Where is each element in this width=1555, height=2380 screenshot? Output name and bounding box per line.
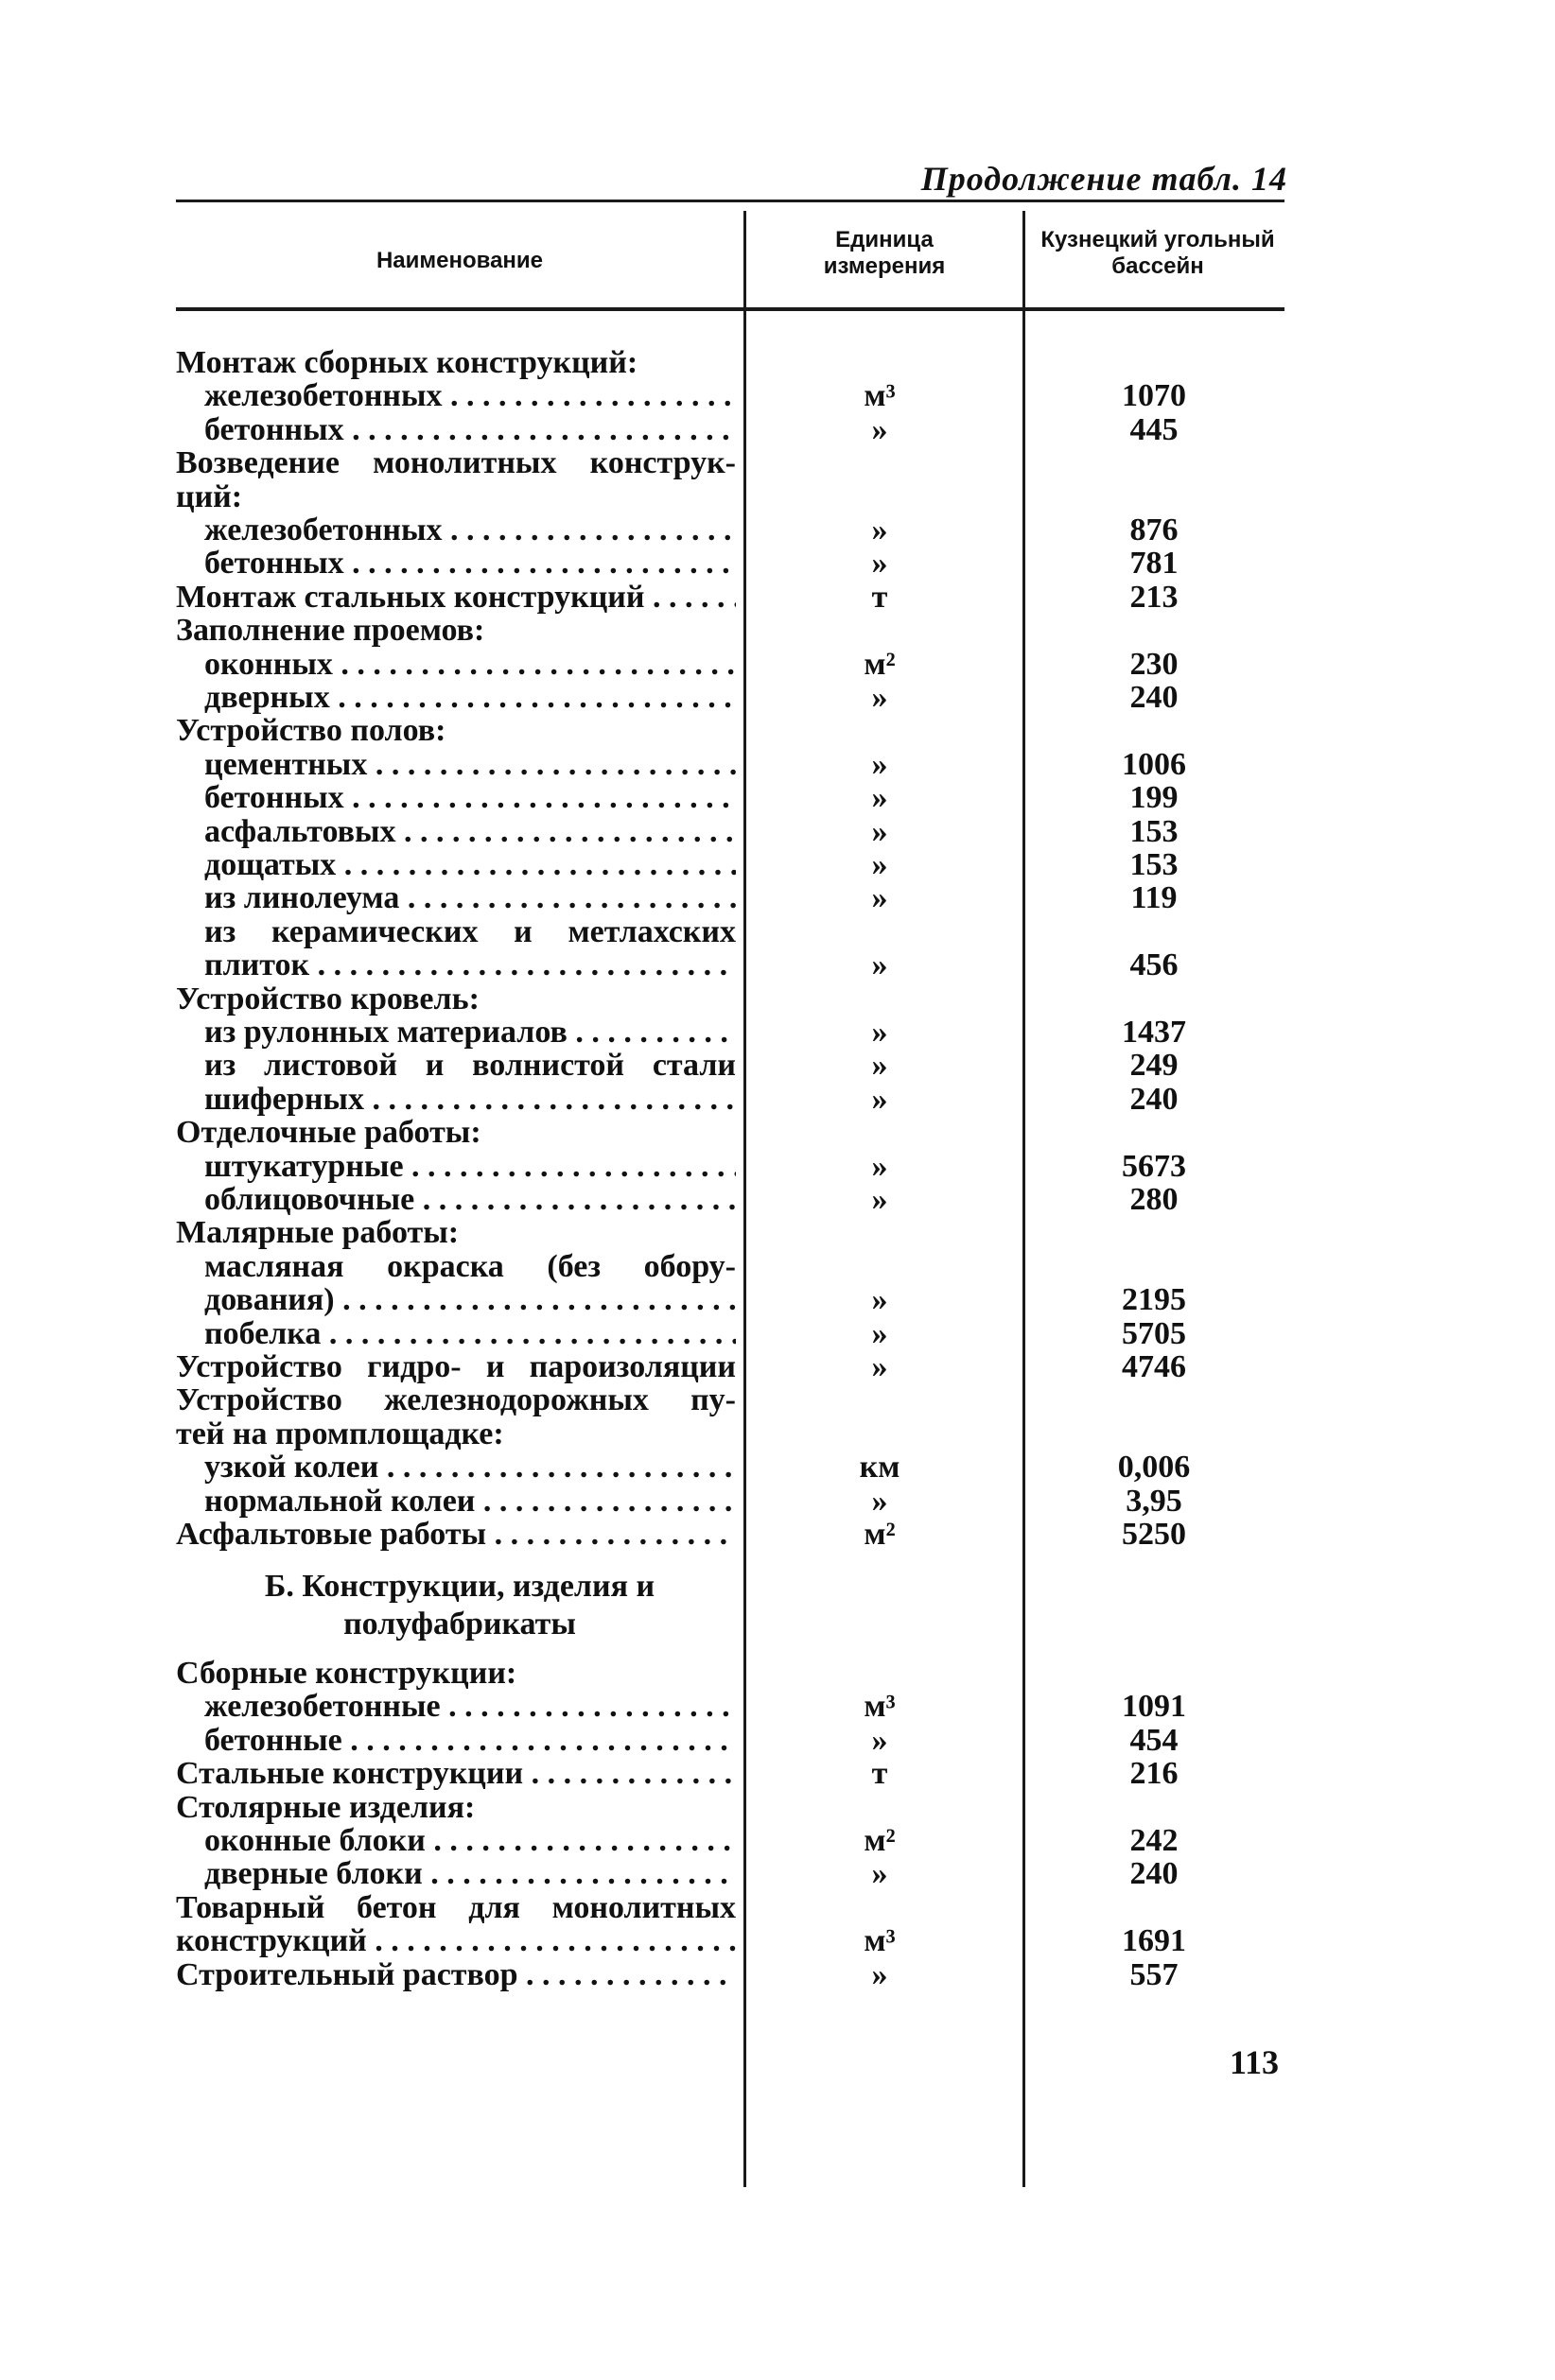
table-row	[0, 1283, 1555, 1317]
row-value: 456	[1129, 947, 1179, 983]
page-number: 113	[1230, 2043, 1280, 2081]
row-value: 280	[1129, 1182, 1179, 1217]
row-unit: »	[871, 1015, 888, 1050]
top-rule	[176, 200, 1284, 202]
row-value: 240	[1129, 1856, 1179, 1892]
row-name: Столярные изделия:	[176, 1790, 476, 1825]
row-name: Асфальтовые работы . . .	[176, 1518, 736, 1552]
row-name: узкой колеи . . .	[204, 1451, 736, 1485]
table-row	[0, 1183, 1555, 1217]
row-value: 153	[1129, 813, 1179, 849]
table-row	[0, 1250, 1555, 1284]
table-row	[0, 513, 1555, 547]
table-row	[0, 681, 1555, 715]
row-unit: »	[871, 1856, 888, 1892]
table-row	[0, 1116, 1555, 1150]
row-name: Товарный бетон для монолитных	[176, 1890, 736, 1925]
row-name: нормальной колеи . . .	[204, 1485, 736, 1519]
row-name: цементных . . .	[204, 748, 736, 782]
row-name: бетонных . . .	[204, 413, 736, 447]
header-unit: Единица измерения	[823, 227, 946, 279]
table-row	[0, 1824, 1555, 1858]
row-unit: т	[871, 579, 888, 615]
row-name: дверных . . .	[204, 681, 736, 715]
table-row	[0, 346, 1555, 380]
row-name: Монтаж стальных конструкций . . .	[176, 581, 736, 615]
row-unit: »	[871, 880, 888, 916]
row-unit: »	[871, 813, 888, 849]
row-name: шиферных . . .	[204, 1083, 736, 1117]
row-unit: м³	[864, 378, 896, 414]
table-row	[0, 1451, 1555, 1485]
row-value: 445	[1129, 411, 1179, 447]
row-unit: »	[871, 1048, 888, 1084]
row-name: железобетонные . . .	[204, 1690, 736, 1724]
row-unit: »	[871, 546, 888, 582]
row-value: 1070	[1122, 378, 1186, 414]
row-value: 1437	[1122, 1015, 1186, 1050]
row-name: бетонные . . .	[204, 1724, 736, 1758]
row-name: конструкций . . .	[176, 1924, 736, 1958]
row-unit: м³	[864, 1689, 896, 1725]
table-row	[0, 1518, 1555, 1552]
row-unit: м³	[864, 1923, 896, 1959]
row-name: дования) . . .	[204, 1283, 736, 1317]
row-name: дощатых . . .	[204, 848, 736, 882]
table-row	[0, 1216, 1555, 1250]
row-name: Устройство железнодорожных пу-	[176, 1383, 736, 1418]
row-name: оконных . . .	[204, 648, 736, 682]
table-row	[0, 1350, 1555, 1384]
table-row	[0, 1757, 1555, 1791]
row-name: Сборные конструкции:	[176, 1657, 517, 1691]
row-value: 5705	[1122, 1315, 1186, 1351]
table-row	[0, 581, 1555, 615]
row-value: 5673	[1122, 1148, 1186, 1184]
row-value: 242	[1129, 1823, 1179, 1858]
row-value: 4746	[1122, 1349, 1186, 1384]
row-unit: м²	[864, 1823, 896, 1858]
row-unit: »	[871, 1349, 888, 1384]
row-name: из рулонных материалов . . .	[204, 1016, 736, 1050]
table-caption: Продолжение табл. 14	[920, 160, 1287, 198]
row-value: 119	[1130, 880, 1178, 916]
row-unit: км	[859, 1450, 900, 1485]
row-unit: »	[871, 1182, 888, 1217]
row-unit: т	[871, 1756, 888, 1792]
table-row	[0, 614, 1555, 648]
table-row	[0, 1958, 1555, 1992]
row-name: железобетонных . . .	[204, 379, 736, 413]
row-unit: »	[871, 1483, 888, 1519]
row-unit: м²	[864, 646, 896, 682]
row-name: Стальные конструкции . . .	[176, 1757, 736, 1791]
row-unit: »	[871, 1956, 888, 1992]
table-row	[0, 1791, 1555, 1825]
row-name: тей на промплощадке:	[176, 1416, 504, 1451]
table-row	[0, 1417, 1555, 1451]
table-row	[0, 748, 1555, 782]
row-unit: »	[871, 512, 888, 547]
row-name: из линолеума . . .	[204, 881, 736, 915]
row-value: 153	[1129, 847, 1179, 882]
row-value: 876	[1129, 512, 1179, 547]
table-row	[0, 648, 1555, 682]
table-row	[0, 915, 1555, 949]
row-value: 557	[1129, 1956, 1179, 1992]
table-row	[0, 1891, 1555, 1925]
table-row	[0, 1924, 1555, 1958]
row-name: оконные блоки . . .	[204, 1824, 736, 1858]
table-row	[0, 781, 1555, 815]
row-name: железобетонных . . .	[204, 513, 736, 547]
row-value: 3,95	[1126, 1483, 1182, 1519]
row-unit: »	[871, 947, 888, 983]
row-value: 1691	[1122, 1923, 1186, 1959]
row-unit: »	[871, 1148, 888, 1184]
table-row	[0, 1016, 1555, 1050]
row-name: Отделочные работы:	[176, 1116, 481, 1151]
table-row	[0, 413, 1555, 447]
header-name: Наименование	[376, 248, 544, 273]
row-unit: »	[871, 1081, 888, 1117]
table-row	[0, 547, 1555, 581]
row-value: 249	[1129, 1048, 1179, 1084]
table-row	[0, 1049, 1555, 1083]
header-rule	[176, 307, 1284, 311]
row-unit: м²	[864, 1517, 896, 1552]
row-unit: »	[871, 746, 888, 782]
row-name: Заполнение проемов:	[176, 614, 485, 649]
row-value: 199	[1129, 780, 1179, 816]
table-row	[0, 982, 1555, 1016]
table-row	[0, 1083, 1555, 1117]
table-row	[0, 848, 1555, 882]
row-name: плиток . . .	[204, 948, 736, 982]
row-name: Монтаж сборных конструкций:	[176, 346, 638, 380]
row-name: бетонных . . .	[204, 547, 736, 581]
row-name: побелка . . .	[204, 1317, 736, 1351]
row-value: 781	[1129, 546, 1179, 582]
table-row	[0, 1485, 1555, 1519]
table-row	[0, 1657, 1555, 1691]
row-value: 5250	[1122, 1517, 1186, 1552]
row-name: Возведение монолитных конструк-	[176, 446, 736, 481]
row-name: дверные блоки . . .	[204, 1857, 736, 1891]
row-unit: »	[871, 1315, 888, 1351]
row-value: 230	[1129, 646, 1179, 682]
row-value: 0,006	[1117, 1450, 1191, 1485]
table-row	[0, 1150, 1555, 1184]
row-name: бетонных . . .	[204, 781, 736, 815]
section-b-title: Б. Конструкции, изделия и полуфабрикаты	[264, 1569, 655, 1642]
table-row	[0, 948, 1555, 982]
row-name: масляная окраска (без обору-	[204, 1249, 736, 1284]
row-name: Малярные работы:	[176, 1216, 460, 1251]
table-row	[0, 1857, 1555, 1891]
table-row	[0, 714, 1555, 748]
row-name: ций:	[176, 479, 243, 514]
row-unit: »	[871, 1722, 888, 1758]
row-name: Строительный раствор . . .	[176, 1958, 736, 1992]
row-value: 240	[1129, 1081, 1179, 1117]
row-unit: »	[871, 411, 888, 447]
row-name: штукатурные . . .	[204, 1150, 736, 1184]
row-unit: »	[871, 1282, 888, 1318]
row-value: 454	[1129, 1722, 1179, 1758]
row-name: Устройство гидро- и пароизоляции	[176, 1350, 736, 1384]
table-row	[0, 1317, 1555, 1351]
table-row	[0, 446, 1555, 480]
row-value: 2195	[1122, 1282, 1186, 1318]
table-row	[0, 881, 1555, 915]
row-name: из листовой и волнистой стали	[204, 1049, 736, 1084]
row-value: 1006	[1122, 746, 1186, 782]
row-unit: »	[871, 680, 888, 715]
table-row	[0, 480, 1555, 514]
row-name: асфальтовых . . .	[204, 815, 736, 849]
row-name: облицовочные . . .	[204, 1183, 736, 1217]
row-value: 1091	[1122, 1689, 1186, 1725]
row-unit: »	[871, 780, 888, 816]
row-value: 216	[1129, 1756, 1179, 1792]
table-row	[0, 1690, 1555, 1724]
table-row	[0, 815, 1555, 849]
table-row	[0, 379, 1555, 413]
row-value: 240	[1129, 680, 1179, 715]
header-basin: Кузнецкий угольный бассейн	[1040, 227, 1275, 279]
row-value: 213	[1129, 579, 1179, 615]
row-unit: »	[871, 847, 888, 882]
table-row	[0, 1724, 1555, 1758]
table-row	[0, 1383, 1555, 1417]
row-name: из керамических и метлахских	[204, 914, 736, 949]
row-name: Устройство полов:	[176, 714, 446, 749]
row-name: Устройство кровель:	[176, 982, 480, 1016]
